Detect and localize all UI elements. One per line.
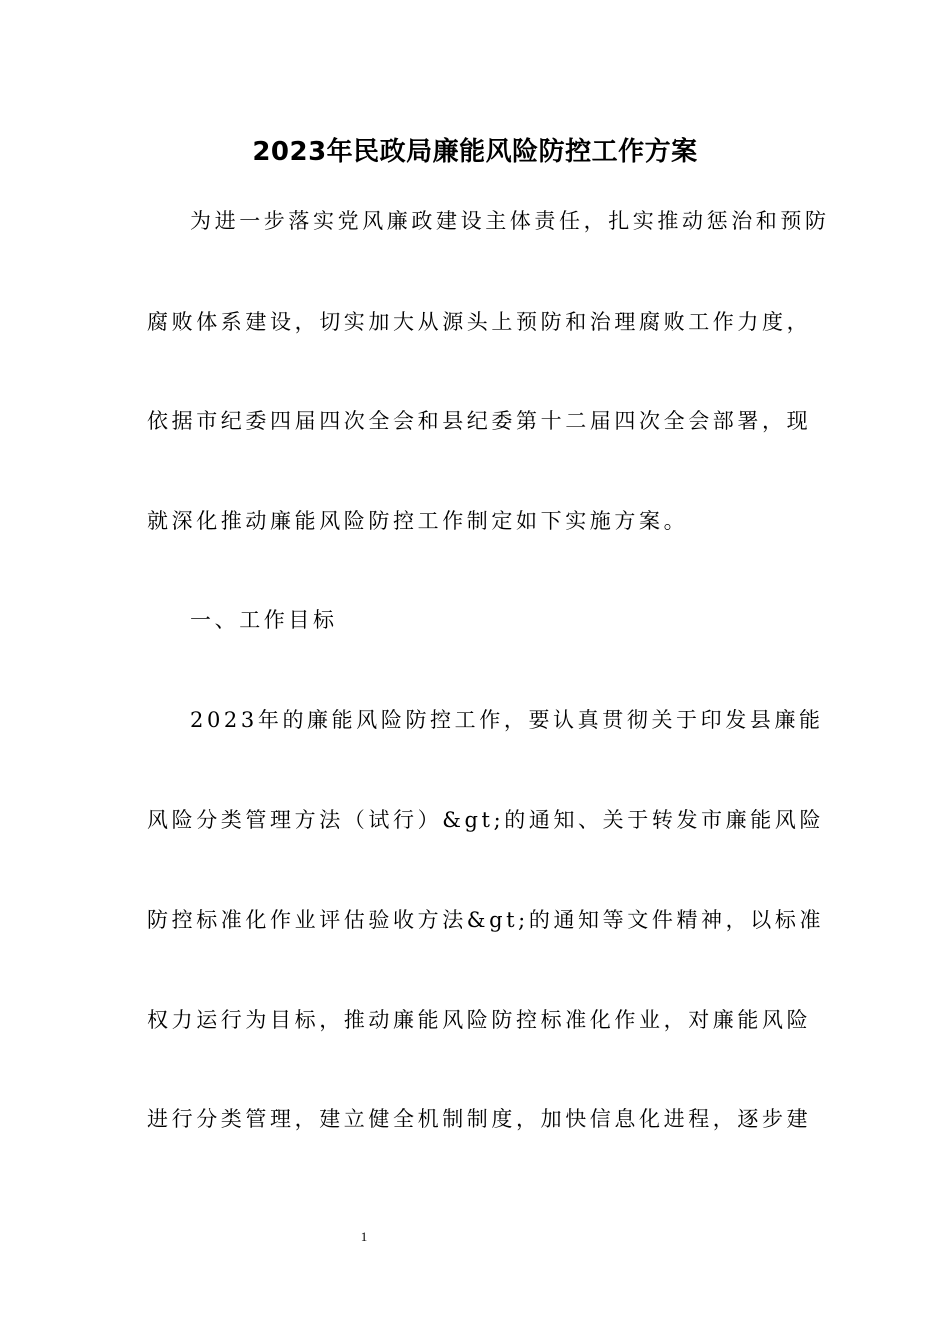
document-title: 2023年民政局廉能风险防控工作方案 (252, 137, 698, 167)
section-heading: 一、工作目标 (190, 608, 338, 632)
paragraph-line: 就深化推动廉能风险防控工作制定如下实施方案。 (147, 509, 689, 533)
page-number: 1 (360, 1229, 368, 1244)
paragraph-line: 权力运行为目标，推动廉能风险防控标准化作业，对廉能风险 (147, 1008, 812, 1032)
paragraph-line: 为进一步落实党风廉政建设主体责任，扎实推动惩治和预防 (190, 209, 830, 233)
paragraph-line: 进行分类管理，建立健全机制制度，加快信息化进程，逐步建 (147, 1107, 812, 1131)
paragraph-line: 防控标准化作业评估验收方法&gt;的通知等文件精神，以标准 (147, 908, 825, 932)
paragraph-line: 依据市纪委四届四次全会和县纪委第十二届四次全会部署，现 (147, 409, 812, 433)
paragraph-line: 2023年的廉能风险防控工作，要认真贯彻关于印发县廉能 (190, 708, 824, 732)
paragraph-line: 风险分类管理方法（试行）&gt;的通知、关于转发市廉能风险 (147, 808, 825, 832)
paragraph-line: 腐败体系建设，切实加大从源头上预防和治理腐败工作力度， (147, 310, 812, 334)
